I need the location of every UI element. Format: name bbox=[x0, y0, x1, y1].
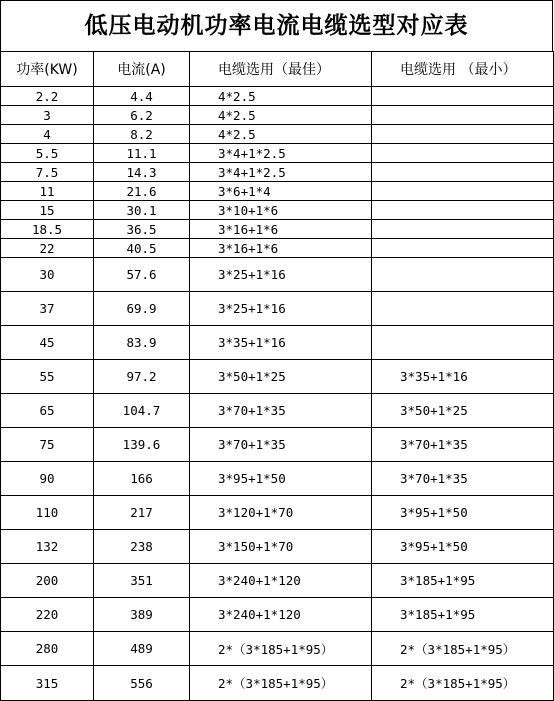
table-body bbox=[1, 87, 554, 701]
cell-current[interactable]: 97.2 bbox=[94, 360, 190, 394]
table-row bbox=[1, 220, 554, 239]
cell-cable-min[interactable]: 3*70+1*35 bbox=[372, 428, 554, 462]
cell-cable-best[interactable]: 3*35+1*16 bbox=[190, 326, 372, 360]
cell-power[interactable]: 315 bbox=[1, 666, 94, 701]
cell-current[interactable]: 6.2 bbox=[94, 106, 190, 125]
cell-power[interactable]: 65 bbox=[1, 394, 94, 428]
cell-cable-min[interactable]: 2*（3*185+1*95） bbox=[372, 666, 554, 701]
cell-cable-best[interactable]: 3*4+1*2.5 bbox=[190, 163, 372, 182]
cell-cable-min[interactable] bbox=[372, 258, 554, 292]
cell-cable-best[interactable]: 4*2.5 bbox=[190, 125, 372, 144]
cell-cable-best[interactable]: 2*（3*185+1*95） bbox=[190, 632, 372, 666]
cell-cable-best[interactable]: 4*2.5 bbox=[190, 106, 372, 125]
cell-cable-min[interactable]: 2*（3*185+1*95） bbox=[372, 632, 554, 666]
table-title: 低压电动机功率电流电缆选型对应表 bbox=[0, 0, 553, 51]
cell-current[interactable]: 57.6 bbox=[94, 258, 190, 292]
cell-cable-best[interactable]: 3*95+1*50 bbox=[190, 462, 372, 496]
table-row bbox=[1, 239, 554, 258]
cell-power[interactable]: 90 bbox=[1, 462, 94, 496]
cell-power[interactable]: 132 bbox=[1, 530, 94, 564]
cell-power[interactable]: 2.2 bbox=[1, 87, 94, 106]
cell-cable-best[interactable]: 3*240+1*120 bbox=[190, 598, 372, 632]
cell-current[interactable]: 30.1 bbox=[94, 201, 190, 220]
cell-current[interactable]: 238 bbox=[94, 530, 190, 564]
cell-current[interactable]: 489 bbox=[94, 632, 190, 666]
cell-power[interactable]: 22 bbox=[1, 239, 94, 258]
cell-cable-best[interactable]: 3*150+1*70 bbox=[190, 530, 372, 564]
cell-cable-min[interactable]: 3*185+1*95 bbox=[372, 564, 554, 598]
cell-cable-best[interactable]: 3*25+1*16 bbox=[190, 292, 372, 326]
cell-power[interactable]: 280 bbox=[1, 632, 94, 666]
cell-power[interactable]: 5.5 bbox=[1, 144, 94, 163]
table-row bbox=[1, 292, 554, 326]
cell-current[interactable]: 40.5 bbox=[94, 239, 190, 258]
cell-cable-min[interactable] bbox=[372, 182, 554, 201]
cell-current[interactable]: 21.6 bbox=[94, 182, 190, 201]
cell-current[interactable]: 8.2 bbox=[94, 125, 190, 144]
cell-power[interactable]: 55 bbox=[1, 360, 94, 394]
cell-cable-best[interactable]: 3*240+1*120 bbox=[190, 564, 372, 598]
table-row bbox=[1, 632, 554, 666]
cell-cable-best[interactable]: 3*120+1*70 bbox=[190, 496, 372, 530]
cell-cable-min[interactable] bbox=[372, 125, 554, 144]
table-row bbox=[1, 106, 554, 125]
cell-current[interactable]: 389 bbox=[94, 598, 190, 632]
table-row bbox=[1, 394, 554, 428]
table-row bbox=[1, 360, 554, 394]
cell-current[interactable]: 69.9 bbox=[94, 292, 190, 326]
cell-cable-min[interactable]: 3*35+1*16 bbox=[372, 360, 554, 394]
table-row bbox=[1, 564, 554, 598]
cell-cable-best[interactable]: 3*16+1*6 bbox=[190, 239, 372, 258]
cell-power[interactable]: 7.5 bbox=[1, 163, 94, 182]
table-row bbox=[1, 462, 554, 496]
cell-power[interactable]: 110 bbox=[1, 496, 94, 530]
cell-cable-best[interactable]: 3*70+1*35 bbox=[190, 428, 372, 462]
table-row bbox=[1, 496, 554, 530]
cell-cable-min[interactable] bbox=[372, 220, 554, 239]
cell-power[interactable]: 18.5 bbox=[1, 220, 94, 239]
table-row bbox=[1, 87, 554, 106]
table-row bbox=[1, 598, 554, 632]
cell-current[interactable]: 351 bbox=[94, 564, 190, 598]
cell-cable-best[interactable]: 4*2.5 bbox=[190, 87, 372, 106]
cell-power[interactable]: 3 bbox=[1, 106, 94, 125]
cell-cable-best[interactable]: 3*6+1*4 bbox=[190, 182, 372, 201]
cell-current[interactable]: 83.9 bbox=[94, 326, 190, 360]
cell-current[interactable]: 139.6 bbox=[94, 428, 190, 462]
cell-power[interactable]: 11 bbox=[1, 182, 94, 201]
header-current[interactable]: 电流(A) bbox=[94, 52, 190, 87]
cell-cable-best[interactable]: 3*50+1*25 bbox=[190, 360, 372, 394]
table-row bbox=[1, 326, 554, 360]
cell-cable-min[interactable]: 3*185+1*95 bbox=[372, 598, 554, 632]
table-row bbox=[1, 530, 554, 564]
cell-power[interactable]: 15 bbox=[1, 201, 94, 220]
cell-current[interactable]: 104.7 bbox=[94, 394, 190, 428]
cell-current[interactable]: 4.4 bbox=[94, 87, 190, 106]
cell-current[interactable]: 36.5 bbox=[94, 220, 190, 239]
cell-cable-min[interactable] bbox=[372, 163, 554, 182]
table-row bbox=[1, 182, 554, 201]
table-row bbox=[1, 428, 554, 462]
cell-power[interactable]: 45 bbox=[1, 326, 94, 360]
cell-cable-min[interactable] bbox=[372, 326, 554, 360]
cable-selection-table bbox=[0, 51, 554, 701]
cell-current[interactable]: 556 bbox=[94, 666, 190, 701]
cell-cable-best[interactable]: 2*（3*185+1*95） bbox=[190, 666, 372, 701]
cell-cable-best[interactable]: 3*25+1*16 bbox=[190, 258, 372, 292]
cell-cable-min[interactable]: 3*50+1*25 bbox=[372, 394, 554, 428]
cell-cable-min[interactable] bbox=[372, 87, 554, 106]
table-row bbox=[1, 201, 554, 220]
cell-cable-best[interactable]: 3*4+1*2.5 bbox=[190, 144, 372, 163]
table-row bbox=[1, 258, 554, 292]
cell-current[interactable]: 14.3 bbox=[94, 163, 190, 182]
cell-cable-min[interactable] bbox=[372, 144, 554, 163]
cell-cable-best[interactable]: 3*16+1*6 bbox=[190, 220, 372, 239]
cell-current[interactable]: 166 bbox=[94, 462, 190, 496]
header-power[interactable]: 功率(KW) bbox=[1, 52, 94, 87]
cell-cable-min[interactable]: 3*95+1*50 bbox=[372, 496, 554, 530]
cell-power[interactable]: 220 bbox=[1, 598, 94, 632]
cell-cable-min[interactable] bbox=[372, 201, 554, 220]
table-row bbox=[1, 125, 554, 144]
cell-power[interactable]: 37 bbox=[1, 292, 94, 326]
cell-power[interactable]: 75 bbox=[1, 428, 94, 462]
cell-current[interactable]: 11.1 bbox=[94, 144, 190, 163]
cell-cable-best[interactable]: 3*70+1*35 bbox=[190, 394, 372, 428]
cell-cable-min[interactable]: 3*95+1*50 bbox=[372, 530, 554, 564]
header-cable-min[interactable]: 电缆选用 （最小） bbox=[372, 52, 554, 87]
table-row bbox=[1, 666, 554, 701]
cell-cable-min[interactable]: 3*70+1*35 bbox=[372, 462, 554, 496]
cell-power[interactable]: 4 bbox=[1, 125, 94, 144]
table-row bbox=[1, 163, 554, 182]
cell-current[interactable]: 217 bbox=[94, 496, 190, 530]
table-row bbox=[1, 144, 554, 163]
cell-cable-min[interactable] bbox=[372, 106, 554, 125]
cell-cable-best[interactable]: 3*10+1*6 bbox=[190, 201, 372, 220]
cell-cable-min[interactable] bbox=[372, 292, 554, 326]
cell-power[interactable]: 200 bbox=[1, 564, 94, 598]
header-row bbox=[1, 52, 554, 87]
header-cable-best[interactable]: 电缆选用（最佳） bbox=[190, 52, 372, 87]
cell-cable-min[interactable] bbox=[372, 239, 554, 258]
cell-power[interactable]: 30 bbox=[1, 258, 94, 292]
